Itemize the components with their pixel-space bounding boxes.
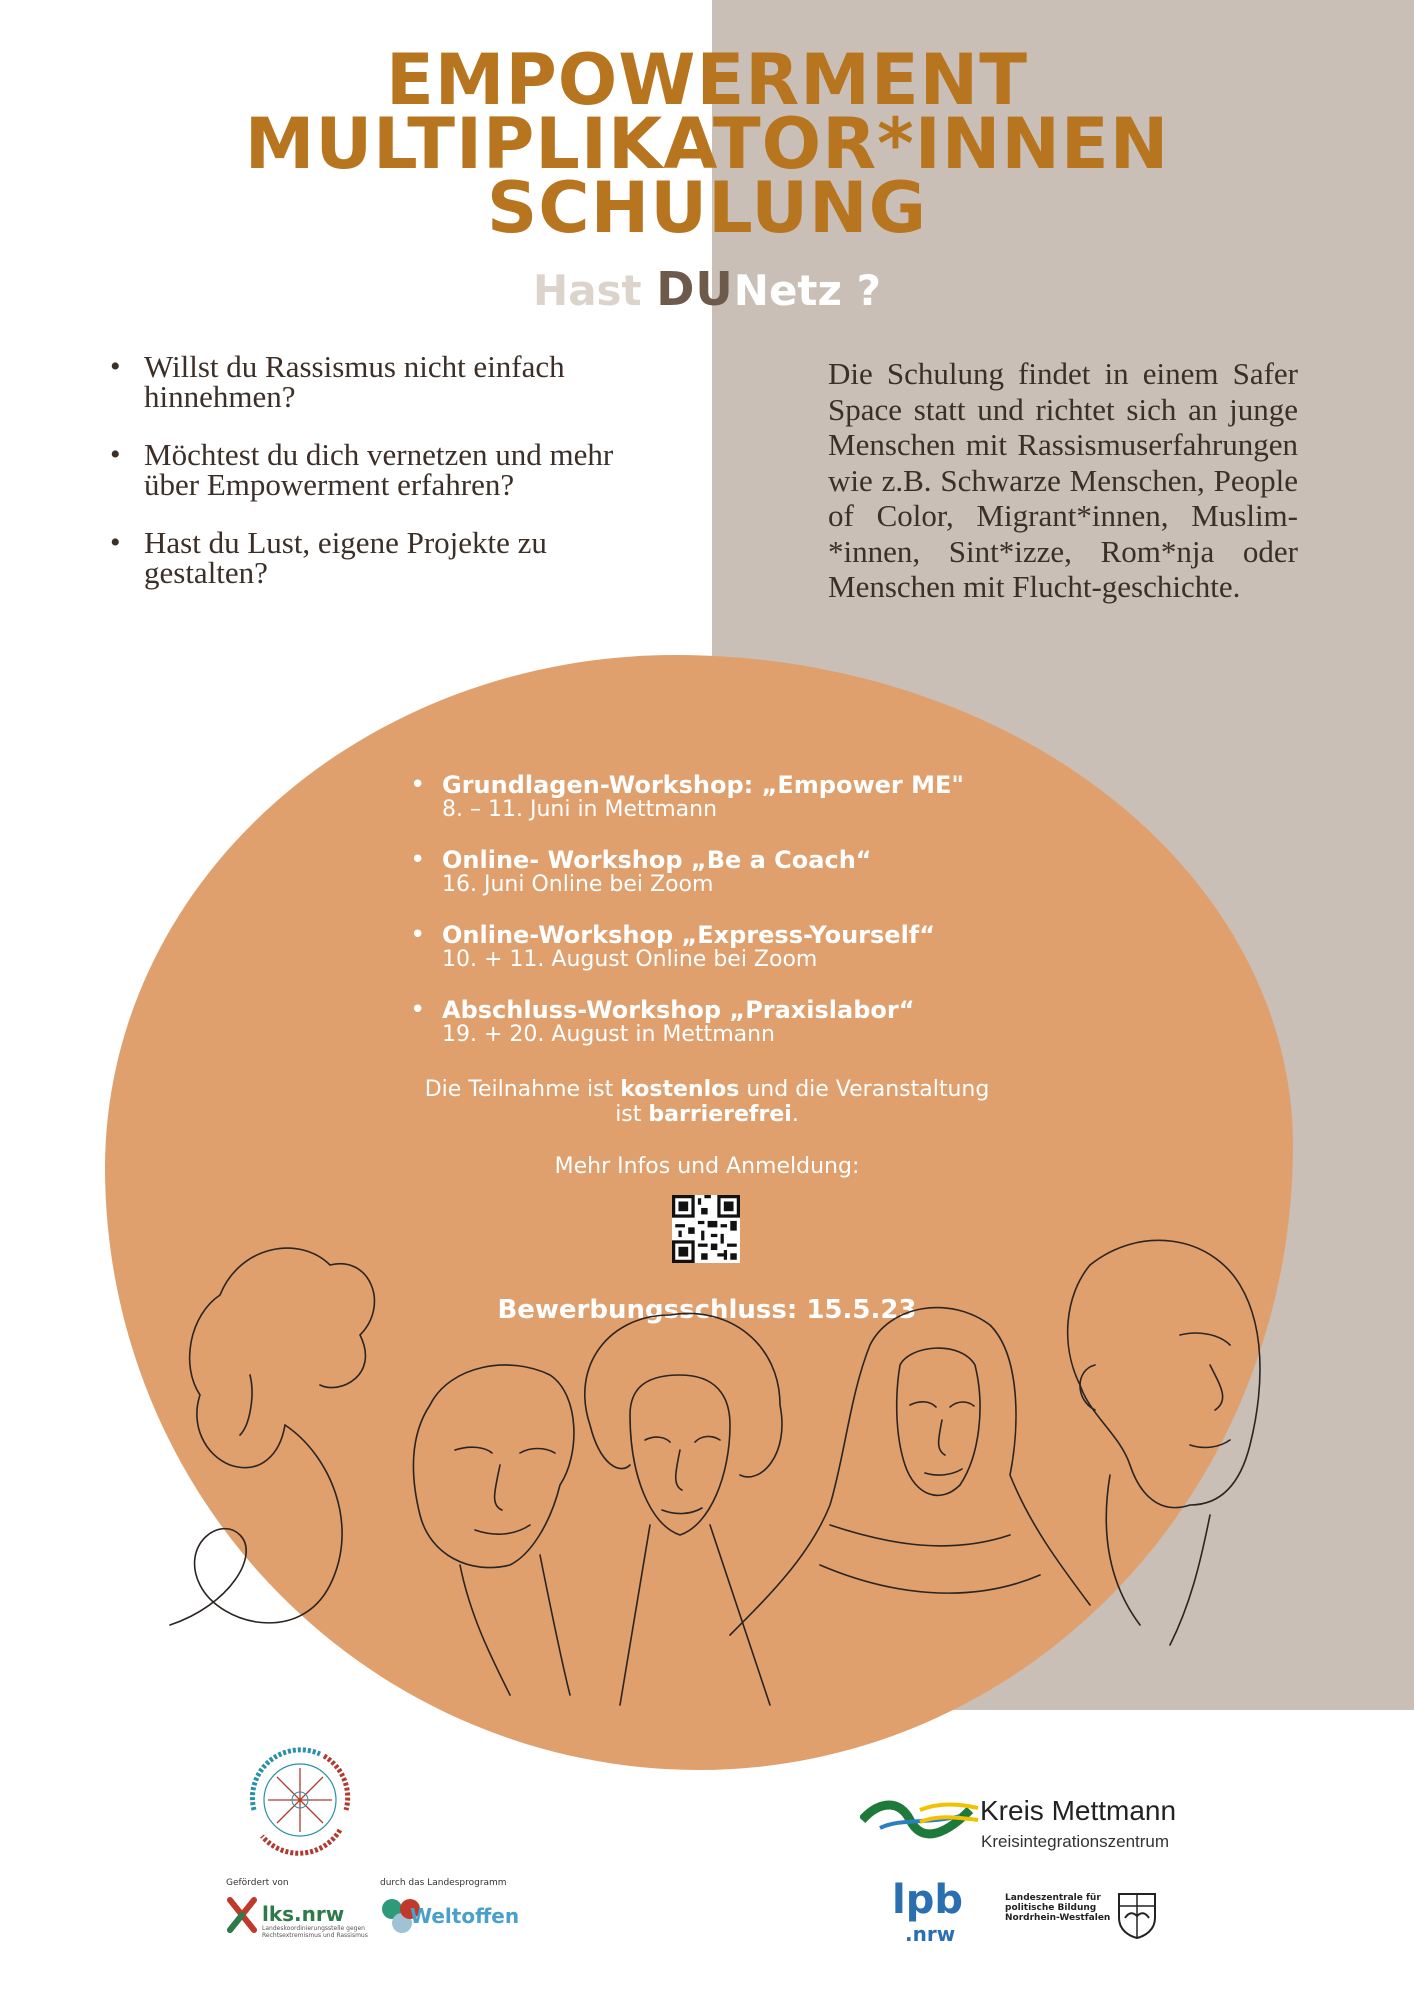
subtitle-du: DU bbox=[656, 262, 734, 316]
workshop-date: 19. + 20. August in Mettmann bbox=[442, 1022, 775, 1047]
question-item: • Hast du Lust, eigene Projekte zu gestalten? bbox=[110, 528, 650, 588]
face-3-features bbox=[645, 1436, 720, 1513]
face-2-neck bbox=[460, 1555, 570, 1695]
workshop-item bbox=[410, 997, 1030, 1047]
workshop-title: • Online-Workshop „Express-Yourself“ bbox=[442, 921, 936, 949]
face-5-head bbox=[1090, 1240, 1260, 1507]
question-item: • Möchtest du dich vernetzen und mehr über Empowerment erfahren? bbox=[110, 440, 650, 500]
info-text: ist bbox=[615, 1102, 649, 1127]
face-4-hijab bbox=[730, 1308, 1090, 1635]
question-list bbox=[110, 349, 650, 616]
face-2-features bbox=[455, 1447, 555, 1534]
face-5-ear bbox=[1080, 1365, 1095, 1410]
info-text: . bbox=[791, 1102, 799, 1127]
workshop-date: 16. Juni Online bei Zoom bbox=[442, 872, 714, 897]
info-kostenlos: kostenlos bbox=[620, 1077, 740, 1102]
more-info-label: Mehr Infos und Anmeldung: bbox=[554, 1154, 860, 1179]
face-3-face bbox=[630, 1375, 730, 1535]
workshop-date: 10. + 11. August Online bei Zoom bbox=[442, 947, 818, 972]
intro-text: Die Schulung findet in einem Safer Space statt und richtet sich an junge Menschen mit Rassismuserfahrungen wie z.B. Schwarze Menschen, People of Color, Migrant*innen, Muslim-*innen, Sint*izze, Rom*nja oder Menschen mit Flucht-geschichte. bbox=[828, 356, 1298, 604]
kreis-mettmann-name: Kreis Mettmann bbox=[980, 1795, 1177, 1826]
gefoerdert-label: Gefördert von bbox=[226, 1878, 289, 1888]
face-5-face bbox=[1068, 1265, 1230, 1465]
question-item: • Willst du Rassismus nicht einfach hinnehmen? bbox=[110, 352, 650, 412]
info-text: Die Teilnahme ist bbox=[424, 1077, 621, 1102]
info-text: und die Veranstaltung bbox=[739, 1077, 990, 1102]
info-barrierefrei: barrierefrei bbox=[648, 1102, 792, 1127]
workshop-date: 8. – 11. Juni in Mettmann bbox=[442, 797, 718, 822]
lpb-full-name: Landeszentrale für politische Bildung Nordrhein-Westfalen bbox=[1005, 1893, 1111, 1923]
application-deadline: Bewerbungsschluss: 15.5.23 bbox=[497, 1295, 917, 1325]
face-4-features bbox=[910, 1402, 974, 1475]
nrw-coat-of-arms-icon bbox=[1115, 1890, 1159, 1940]
subtitle bbox=[0, 262, 1414, 316]
lpb-logo-text: lpb bbox=[892, 1877, 963, 1923]
subtitle-netz: Netz ? bbox=[733, 266, 881, 315]
face-5-neck bbox=[1106, 1475, 1210, 1645]
face-3-neck bbox=[620, 1525, 770, 1705]
face-1-outline bbox=[190, 1248, 375, 1467]
kreis-mettmann-subtitle: Kreisintegrationszentrum bbox=[981, 1832, 1170, 1851]
lpb-nrw-text: .nrw bbox=[905, 1922, 956, 1946]
face-2-outline bbox=[413, 1365, 574, 1568]
subtitle-hast: Hast bbox=[533, 266, 657, 315]
workshop-item bbox=[410, 922, 1030, 972]
lks-name: lks.nrw bbox=[262, 1902, 345, 1926]
nrw-weltoffen-name: Weltoffen bbox=[410, 1904, 520, 1928]
participation-info bbox=[300, 1077, 1114, 1127]
title-line-1: EMPOWERMENT bbox=[385, 39, 1029, 121]
line-art-faces-illustration bbox=[130, 1225, 1280, 1715]
lks-subtitle: Landeskoordinierungsstelle gegen Rechtsextremismus und Rassismus bbox=[262, 1925, 368, 1939]
workshop-item bbox=[410, 772, 1030, 822]
face-4-drape bbox=[820, 1525, 1040, 1593]
beratungsstelle-logo bbox=[240, 1740, 360, 1860]
page-title bbox=[0, 39, 1414, 249]
workshop-title: • Grundlagen-Workshop: „Empower ME" bbox=[442, 771, 964, 799]
workshop-title: • Online- Workshop „Be a Coach“ bbox=[442, 846, 872, 874]
workshop-title: • Abschluss-Workshop „Praxislabor“ bbox=[442, 996, 915, 1024]
face-1-ear-hair bbox=[170, 1425, 342, 1625]
face-3-hair bbox=[585, 1313, 782, 1476]
face-4-face bbox=[897, 1348, 980, 1495]
landesprogramm-label: durch das Landesprogramm bbox=[380, 1878, 507, 1888]
workshop-item bbox=[410, 847, 1030, 897]
workshop-list bbox=[410, 772, 1030, 1072]
title-line-2: MULTIPLIKATOR*INNEN bbox=[244, 103, 1170, 185]
title-line-3: SCHULUNG bbox=[486, 167, 928, 249]
